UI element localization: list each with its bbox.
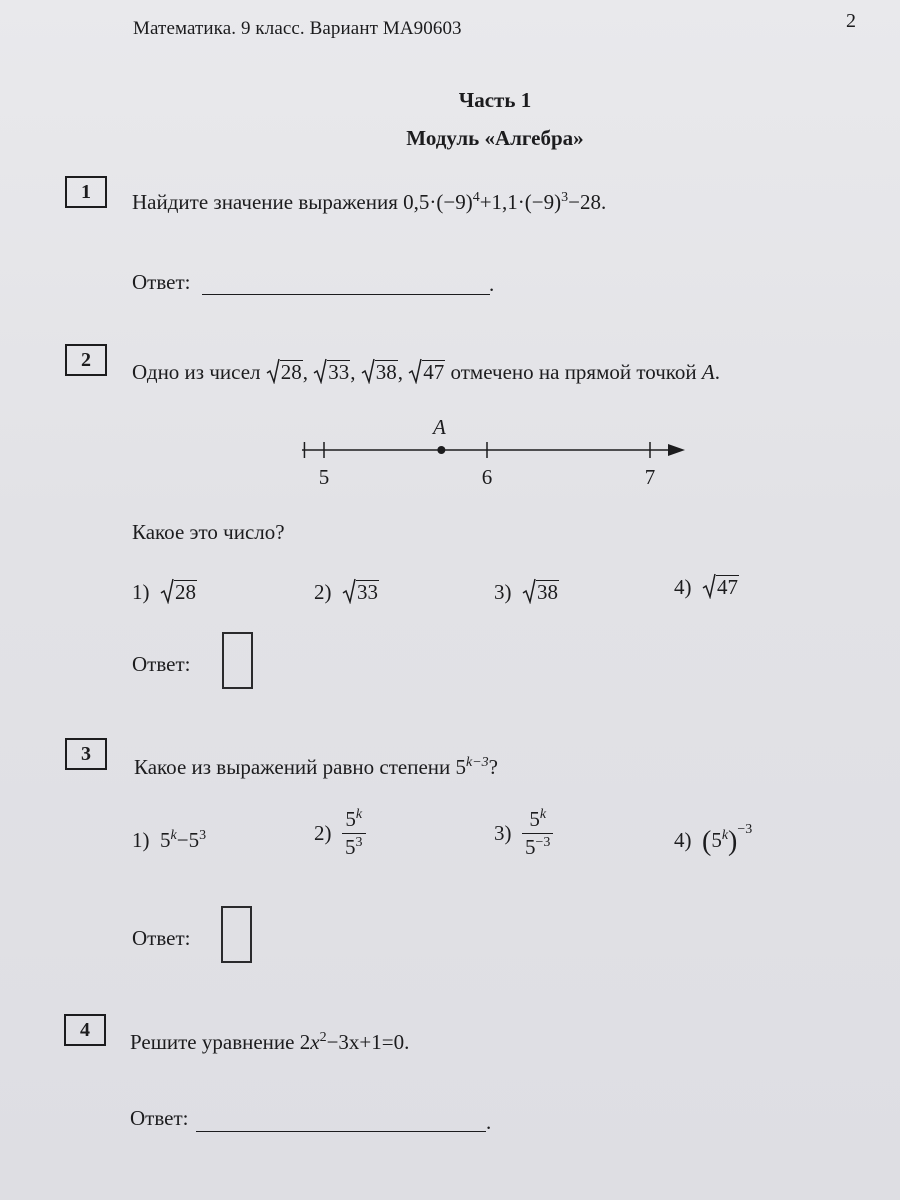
sqrt-icon: [522, 580, 559, 605]
number-line: [296, 410, 696, 490]
numerator: [342, 807, 366, 834]
task-3-option-3[interactable]: [494, 807, 553, 860]
option-number: 3): [494, 580, 512, 604]
sqrt-icon: [702, 575, 739, 600]
exponent: k: [539, 807, 547, 822]
answer-box-2[interactable]: [222, 632, 253, 689]
task-1-exponent-2: 3: [561, 190, 569, 205]
radicand: 47: [423, 360, 445, 384]
page-header: Математика. 9 класс. Вариант МА90603: [133, 18, 462, 39]
answer-box-3[interactable]: [221, 906, 252, 963]
sqrt-47: [408, 360, 445, 385]
task-3-option-2[interactable]: [314, 807, 366, 860]
answer-line-1[interactable]: [202, 294, 490, 295]
radicand: 33: [328, 360, 350, 384]
answer-label-3: Ответ:: [132, 926, 191, 950]
task-1-exponent-1: 4: [472, 190, 480, 205]
answer-label-4: Ответ:: [130, 1106, 189, 1130]
answer-label-1: Ответ:: [132, 270, 191, 294]
task-1-text-part: −28.: [568, 190, 607, 214]
fraction: [342, 807, 366, 860]
module-title: Модуль «Алгебра»: [406, 126, 584, 150]
point-a-label: A: [432, 415, 446, 439]
task-2-option-3[interactable]: [494, 580, 559, 605]
sqrt-33: [313, 360, 350, 385]
task-2-text-part: отмечено на прямой точкой: [450, 360, 697, 384]
task-3-exponent: k−3: [466, 755, 489, 770]
option-number: 1): [132, 580, 150, 604]
number-line-label: 5: [318, 465, 330, 489]
number-line-label: 7: [644, 465, 656, 489]
task-1-text-part: Найдите значение выражения 0,5·(−9): [132, 190, 473, 214]
task-2-text-part: Одно из чисел: [132, 360, 261, 384]
operator: −: [176, 828, 189, 852]
task-3-text-part: ?: [488, 755, 498, 779]
base: 5: [160, 828, 171, 852]
task-3-option-4[interactable]: [674, 822, 752, 858]
radicand: 33: [357, 580, 378, 604]
task-number-2: 2: [65, 344, 107, 376]
answer-line-4[interactable]: [196, 1131, 486, 1132]
task-4-text: [130, 1030, 409, 1055]
option-number: 1): [132, 828, 150, 852]
task-3-text-part: Какое из выражений равно степени 5: [134, 755, 466, 779]
task-1-text-part: +1,1·(−9): [479, 190, 562, 214]
left-paren: (: [702, 826, 712, 857]
task-3-option-1[interactable]: [132, 828, 206, 853]
option-number: 4): [674, 575, 692, 599]
radicand: 47: [717, 575, 738, 599]
denominator: [342, 834, 366, 860]
option-number: 4): [674, 828, 692, 852]
answer-period-1: .: [489, 272, 495, 296]
task-1-text: [132, 190, 606, 215]
exponent: 3: [199, 828, 207, 843]
task-2-question: Какое это число?: [132, 520, 285, 544]
radicand: 38: [375, 360, 397, 384]
numerator: [522, 807, 553, 834]
task-2-option-1[interactable]: [132, 580, 197, 605]
answer-period-4: .: [486, 1110, 492, 1134]
task-2-option-4[interactable]: [674, 575, 739, 600]
number-line-label: 6: [481, 465, 493, 489]
number-line-arrow: [668, 444, 685, 456]
task-3-text: [134, 755, 498, 780]
base: 5: [345, 835, 356, 859]
sqrt-icon: [342, 580, 379, 605]
exponent: k: [721, 828, 729, 843]
exponent: −3: [737, 822, 753, 837]
point-a: [437, 446, 445, 454]
part-title: Часть 1: [458, 88, 532, 112]
task-number-4: 4: [64, 1014, 106, 1046]
exponent: 3: [355, 835, 363, 850]
sqrt-icon: [160, 580, 197, 605]
denominator: [522, 834, 553, 860]
option-number: 3): [494, 821, 512, 845]
point-name: A: [701, 360, 715, 384]
option-number: 2): [314, 821, 332, 845]
sqrt-28: [266, 360, 303, 385]
variable: x: [310, 1030, 320, 1054]
task-4-text-part: −3x+1=0.: [326, 1030, 410, 1054]
page-number: 2: [846, 10, 856, 32]
base: 5: [711, 828, 722, 852]
task-number-1: 1: [65, 176, 107, 208]
task-4-text-part: Решите уравнение 2: [130, 1030, 311, 1054]
task-number-3: 3: [65, 738, 107, 770]
task-2-option-2[interactable]: [314, 580, 379, 605]
radicand: 28: [280, 360, 302, 384]
base: 5: [345, 807, 356, 831]
exponent: −3: [535, 835, 551, 850]
base: 5: [529, 807, 540, 831]
base: 5: [188, 828, 200, 852]
fraction: [522, 807, 553, 860]
right-paren: ): [728, 826, 738, 857]
exponent: k: [355, 807, 363, 822]
answer-label-2: Ответ:: [132, 652, 191, 676]
radicand: 28: [175, 580, 196, 604]
option-number: 2): [314, 580, 332, 604]
radicand: 38: [537, 580, 558, 604]
base: 5: [525, 835, 536, 859]
exponent: k: [170, 828, 177, 843]
sqrt-38: [361, 360, 398, 385]
task-4-exponent: 2: [319, 1030, 327, 1045]
task-2-text: Одно из чисел 28, 33, 38, 47 отмечено на прямой точкой A.: [132, 360, 720, 384]
